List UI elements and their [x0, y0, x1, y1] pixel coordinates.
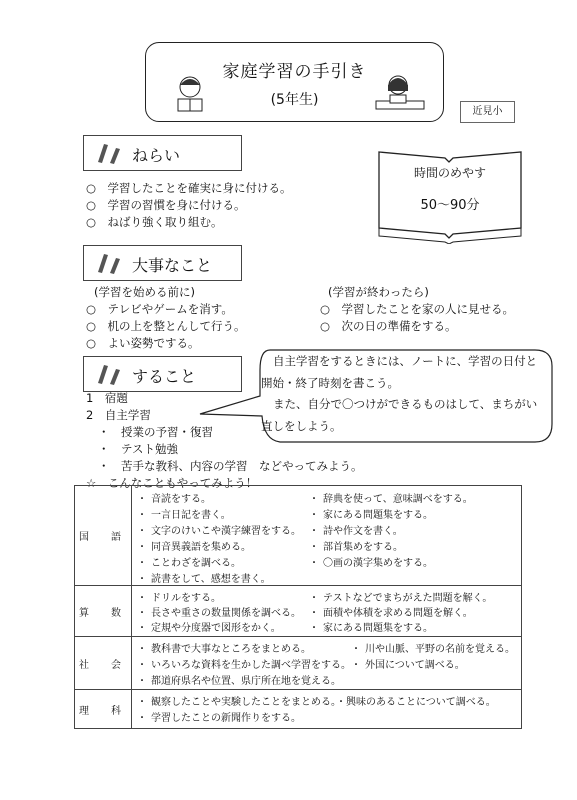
after-study-list [320, 284, 514, 335]
list-item: ○ 次の日の準備をする。 [320, 319, 457, 333]
list-item: ・ 長さや重さの数量関係を調べる。 [137, 608, 301, 619]
subject-name: 社 会 [75, 637, 132, 690]
after-label: (学習が終わったら) [328, 285, 429, 299]
todo-heading: すること [132, 367, 197, 386]
section-important [83, 245, 242, 281]
subject-name: 算 数 [75, 586, 132, 637]
list-item: ・ 詩や作文を書く。 [309, 526, 403, 537]
bubble-line: 開始・終了時刻を書こう。 [261, 375, 399, 390]
bubble-line: また、自分で〇つけができるものはして、まちがい [273, 397, 538, 411]
list-item: ・ 一言日記を書く。 [137, 510, 231, 521]
table-row [75, 637, 522, 690]
list-item: ・ 同音異義語を集める。 [137, 542, 251, 553]
rika-activities [79, 691, 520, 727]
time-guide-value: 50～90分 [420, 198, 480, 213]
star-note: ☆ こんなこともやってみよう！ [86, 476, 258, 490]
grade-label: (5年生) [270, 92, 319, 108]
table-row [75, 690, 522, 729]
list-item: ・ 川や山脈、平野の名前を覚える。 [351, 644, 515, 655]
subjects-table [74, 485, 522, 729]
list-item: ・ 苦手な教科、内容の学習 などやってみよう。 [98, 459, 363, 473]
list-item: ○ 学習したことを家の人に見せる。 [320, 302, 515, 316]
list-item: ・ 家にある問題集をする。 [309, 623, 433, 634]
list-item: ・ テスト勉強 [98, 442, 179, 456]
section-aims [83, 135, 242, 171]
list-item: ・ 面積や体積を求める問題を解く。 [309, 608, 473, 619]
sansu-activities [79, 587, 520, 635]
list-item: ・ 辞典を使って、意味調べをする。 [309, 494, 473, 505]
table-row [75, 586, 522, 637]
before-label: (学習を始める前に) [94, 285, 195, 299]
aims-list [86, 180, 292, 231]
list-item: ○ 机の上を整とんして行う。 [86, 319, 246, 333]
list-item: ・ 授業の予習・復習 [98, 425, 213, 439]
list-item: ○ 学習したことを確実に身に付ける。 [86, 181, 292, 195]
list-item: ○ よい姿勢でする。 [86, 336, 200, 350]
list-item: ・ 外国について調べる。 [351, 660, 465, 671]
list-item: 1 宿題 [86, 391, 128, 405]
title-box [145, 42, 444, 122]
list-item: ・ 部首集めをする。 [309, 542, 403, 553]
aims-heading: ねらい [132, 146, 181, 165]
subject-name: 理 科 [75, 690, 132, 729]
speech-bubble [249, 348, 551, 443]
list-item: ・ テストなどでまちがえた問題を解く。 [309, 593, 493, 604]
list-item: ○ テレビやゲームを消す。 [86, 302, 233, 316]
girl-studying-illustration [372, 73, 428, 117]
pencil-icon [94, 142, 122, 164]
school-name: 近見小 [460, 101, 515, 123]
table-row [75, 486, 522, 586]
pencil-icon [94, 363, 122, 385]
list-item: ・ 読書をして、感想を書く。 [137, 574, 271, 585]
kokugo-activities [79, 487, 520, 584]
list-item: ・ 教科書で大事なところをまとめる。 [137, 644, 311, 655]
boy-reading-illustration [168, 73, 212, 117]
list-item: ・ 音読をする。 [137, 494, 211, 505]
bubble-line: 直しをしよう。 [261, 418, 342, 433]
list-item: ・ ことわざを調べる。 [137, 558, 241, 569]
list-item: ・ 都道府県名や位置、県庁所在地を覚える。 [137, 676, 341, 687]
list-item: ・ ドリルをする。 [137, 593, 221, 604]
important-heading: 大事なこと [132, 256, 213, 275]
list-item: ・ 観察したことや実験したことをまとめる。・興味のあることについて調べる。 [137, 697, 496, 708]
time-guide-label: 時間のめやす [413, 166, 486, 180]
bubble-line: 自主学習をするときには、ノートに、学習の日付と [273, 354, 538, 368]
list-item: ・ 学習したことの新聞作りをする。 [137, 713, 301, 724]
pencil-icon [94, 252, 122, 274]
list-item: ・ 文字のけいこや漢字練習をする。 [137, 526, 301, 537]
page-title: 家庭学習の手引き [222, 62, 367, 82]
list-item: 2 自主学習 [86, 408, 151, 422]
list-item: ○ ねばり強く取り組む。 [86, 215, 223, 229]
list-item: ・ 家にある問題集をする。 [309, 510, 433, 521]
before-study-list [86, 284, 246, 352]
list-item: ・ いろいろな資料を生かした調べ学習をする。 [137, 660, 351, 671]
list-item: ・ 〇画の漢字集めをする。 [309, 558, 433, 569]
list-item: ・ 定規や分度器で図形をかく。 [137, 623, 281, 634]
subject-name: 国 語 [75, 486, 132, 586]
shakai-activities [79, 638, 520, 688]
list-item: ○ 学習の習慣を身に付ける。 [86, 198, 246, 212]
